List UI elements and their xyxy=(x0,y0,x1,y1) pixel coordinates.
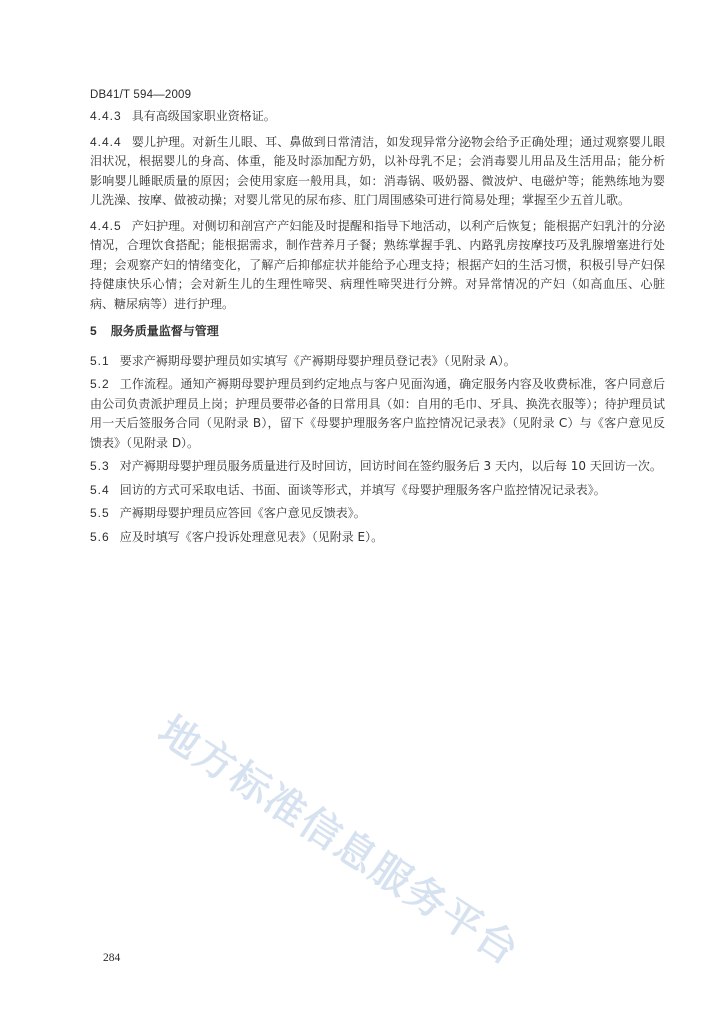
item-5-3 xyxy=(90,457,665,477)
item-text: 回访的方式可采取电话、书面、面谈等形式，并填写《母婴护理服务客户监控情况记录表》。 xyxy=(119,482,606,497)
item-number: 5.6 xyxy=(90,529,110,544)
item-number: 5.4 xyxy=(90,482,110,497)
item-text: 应及时填写《客户投诉处理意见表》（见附录 E）。 xyxy=(119,529,384,544)
clause-number: 4.4.5 xyxy=(90,218,122,233)
section-title: 服务质量监督与管理 xyxy=(110,324,219,338)
watermark-text: 地方标准信息服务平台 xyxy=(150,707,528,975)
clause-4-4-4 xyxy=(90,133,665,211)
item-text: 产褥期母婴护理员应答回《客户意见反馈表》。 xyxy=(119,506,366,520)
clause-text: 具有高级国家职业资格证。 xyxy=(131,109,276,123)
item-text: 对产褥期母婴护理员服务质量进行及时回访，回访时间在签约服务后 3 天内，以后每 10 天回访一次。 xyxy=(119,459,662,473)
item-5-5 xyxy=(90,504,665,524)
clause-text: 产妇护理。对侧切和剖宫产产妇能及时提醒和指导下地活动，以利产后恢复；能根据产妇乳汁的分泌情况，合理饮食搭配；能根据需求，制作营养月子餐；熟练掌握手乳、内路乳房按摩技巧及乳腺增塞进行处理；会观察产妇的情绪变化，了解产后抑郁症状并能给予心理支持；根据产妇的生活习惯，积极引导产妇保持健康快乐心情；会对新生儿的生理性啼哭、病理性啼哭进行分辨。对异常情况的产妇（如高血压、心脏病、糖尿病等）进行护理。 xyxy=(90,218,665,311)
clause-number: 4.4.3 xyxy=(90,109,122,123)
document-body xyxy=(90,107,665,551)
item-5-4 xyxy=(90,481,665,501)
item-5-6 xyxy=(90,528,665,548)
clause-text: 婴儿护理。对新生儿眼、耳、鼻做到日常清洁，如发现异常分泌物会给予正确处理；通过观察婴儿眼泪状况，根据婴儿的身高、体重，能及时添加配方奶，以补母乳不足；会消毒婴儿用品及生活用品；能分析影响婴儿睡眠质量的原因；会使用家庭一般用具，如：消毒锅、吸奶器、微波炉、电磁炉等；能熟练地为婴儿洗澡、按摩、做被动操；对婴儿常见的尿布疹、肛门周围感染可进行简易处理；掌握至少五首儿歌。 xyxy=(90,134,665,207)
item-5-2 xyxy=(90,375,665,453)
document-code-header: DB41/T 594—2009 xyxy=(90,89,192,101)
clause-4-4-5 xyxy=(90,217,665,315)
section-heading xyxy=(90,322,665,342)
section-number: 5 xyxy=(90,324,97,338)
item-number: 5.2 xyxy=(90,377,110,391)
item-number: 5.3 xyxy=(90,459,110,473)
item-text: 工作流程。通知产褥期母婴护理员到约定地点与客户见面沟通，确定服务内容及收费标准，客户同意后由公司负责派护理员上岗；护理员要带必备的日常用具（如：自用的毛巾、牙具、换洗衣服等）；待护理员试用一天后签服务合同（见附录 B），留下《母婴护理服务客户监控情况记录表》（见附录 C）与《客户意见反馈表》（见附录 D）。 xyxy=(90,377,665,450)
item-number: 5.1 xyxy=(90,353,110,368)
item-number: 5.5 xyxy=(90,506,110,520)
page-number: 284 xyxy=(103,952,121,964)
clause-4-4-3 xyxy=(90,107,665,127)
item-text: 要求产褥期母婴护理员如实填写《产褥期母婴护理员登记表》（见附录 A）。 xyxy=(119,353,516,368)
clause-number: 4.4.4 xyxy=(90,134,122,149)
item-5-1 xyxy=(90,352,665,372)
